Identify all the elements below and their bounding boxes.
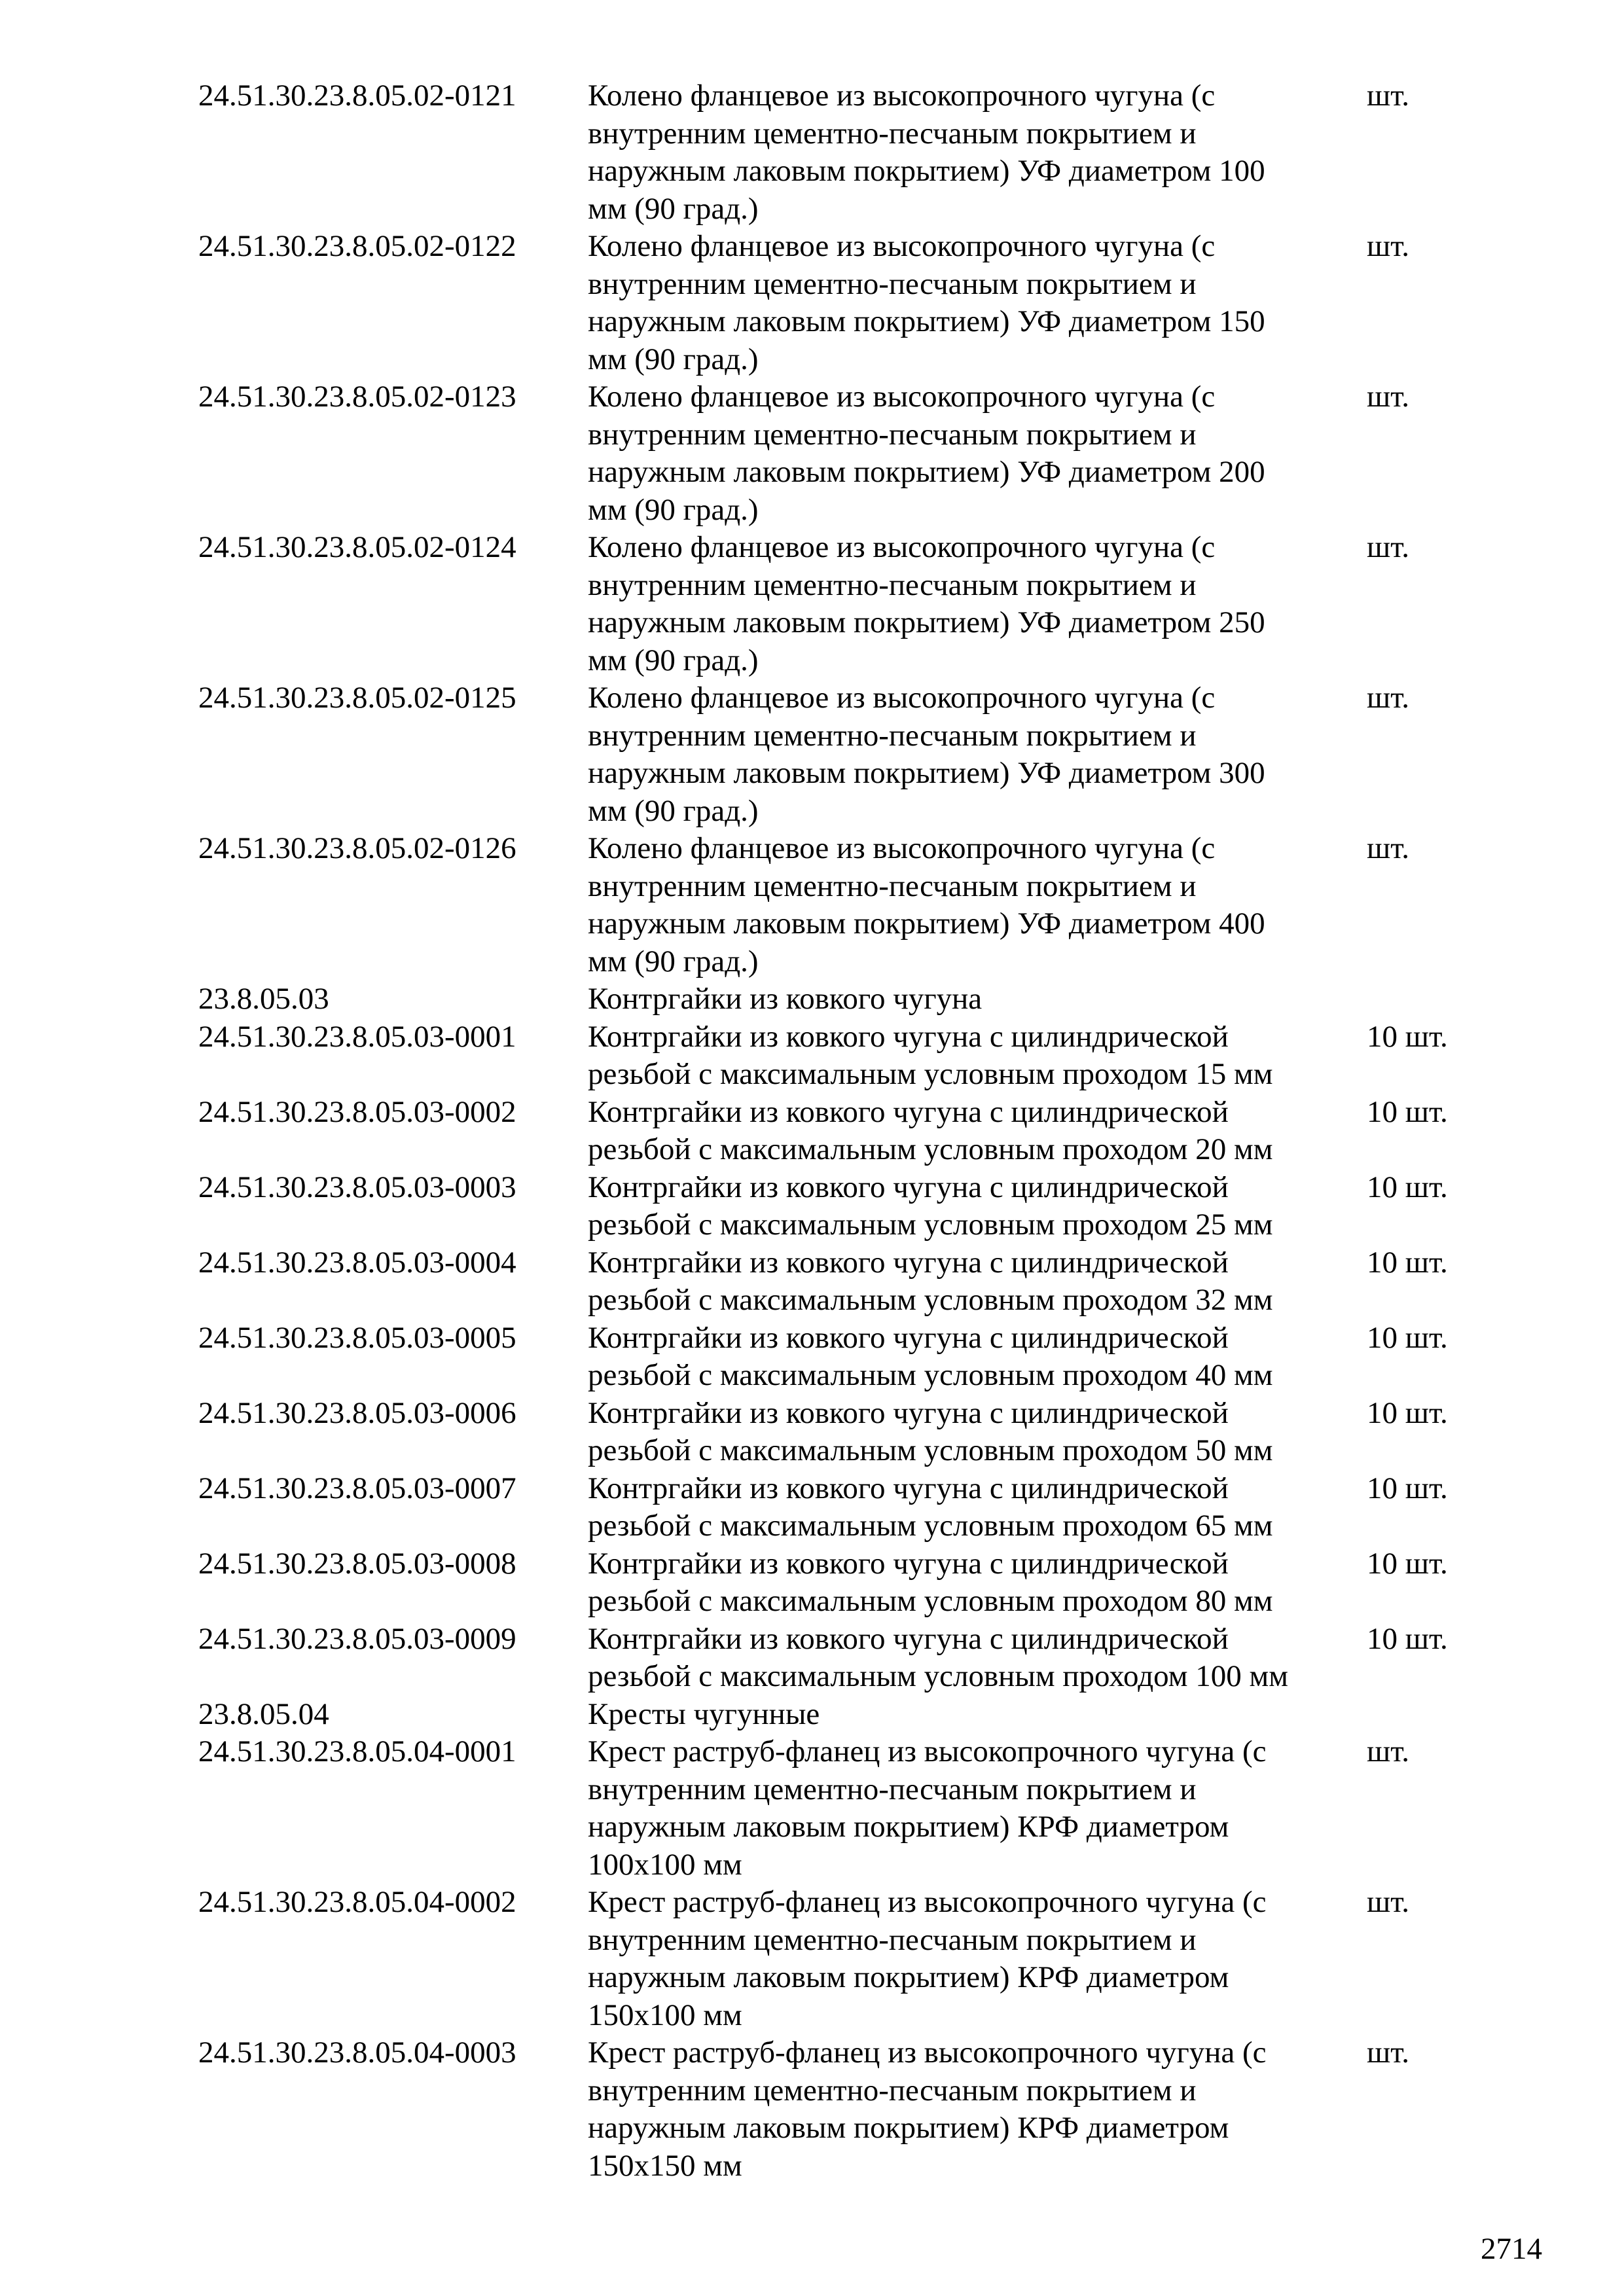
resource-unit: 10 шт. [1367, 1546, 1448, 1581]
resource-name [588, 2034, 1367, 2185]
resource-name-line: Колено фланцевое из высокопрочного чугуна (с [588, 530, 1216, 564]
resource-name-line: Контргайки из ковкого чугуна с цилиндрической [588, 1395, 1229, 1430]
resource-name-line: Контргайки из ковкого чугуна с цилиндрической [588, 1621, 1229, 1656]
resource-unit: 10 шт. [1367, 1094, 1448, 1129]
resource-code: 24.51.30.23.8.05.03-0001 [198, 1019, 516, 1054]
resource-unit: шт. [1367, 530, 1409, 564]
resource-name-line: резьбой с максимальным условным проходом 80 мм [588, 1584, 1273, 1618]
resource-code: 23.8.05.04 [198, 1696, 329, 1731]
resource-code: 24.51.30.23.8.05.03-0009 [198, 1621, 516, 1656]
table-row [198, 228, 1481, 378]
resource-table [198, 77, 1481, 2185]
table-row [198, 980, 1481, 1018]
resource-name-line: мм (90 град.) [588, 492, 759, 527]
resource-name-line: Контргайки из ковкого чугуна с цилиндрической [588, 1245, 1229, 1280]
resource-name [588, 679, 1367, 830]
resource-name-line: внутренним цементно-песчаным покрытием и [588, 718, 1197, 753]
resource-name-line: Кресты чугунные [588, 1696, 820, 1731]
resource-name-line: наружным лаковым покрытием) КРФ диаметром [588, 1810, 1229, 1844]
resource-name-line: 100x100 мм [588, 1847, 742, 1882]
resource-name [588, 1169, 1367, 1244]
resource-name-line: Крест раструб-фланец из высокопрочного чугуна (с [588, 1885, 1267, 1919]
resource-code: 24.51.30.23.8.05.02-0121 [198, 79, 516, 113]
resource-code: 24.51.30.23.8.05.04-0001 [198, 1734, 516, 1768]
table-row [198, 1884, 1481, 2034]
resource-name [588, 1621, 1367, 1696]
resource-name [588, 1733, 1367, 1884]
table-row [198, 1018, 1481, 1094]
resource-name-line: Контргайки из ковкого чугуна с цилиндрической [588, 1546, 1229, 1581]
resource-name [588, 378, 1367, 529]
resource-name-line: Колено фланцевое из высокопрочного чугуна (с [588, 229, 1216, 263]
table-row [198, 378, 1481, 529]
resource-name-line: резьбой с максимальным условным проходом 40 мм [588, 1358, 1273, 1392]
resource-name-line: резьбой с максимальным условным проходом 25 мм [588, 1208, 1273, 1242]
resource-name-line: резьбой с максимальным условным проходом 50 мм [588, 1433, 1273, 1467]
resource-name [588, 228, 1367, 378]
resource-name-line: Колено фланцевое из высокопрочного чугуна (с [588, 79, 1216, 113]
resource-name-line: Контргайки из ковкого чугуна с цилиндрической [588, 1471, 1229, 1505]
resource-name-line: резьбой с максимальным условным проходом 15 мм [588, 1057, 1273, 1091]
resource-code: 24.51.30.23.8.05.03-0006 [198, 1395, 516, 1430]
resource-code: 24.51.30.23.8.05.02-0126 [198, 831, 516, 865]
resource-name [588, 529, 1367, 679]
resource-name-line: мм (90 град.) [588, 793, 759, 828]
resource-unit: 10 шт. [1367, 1471, 1448, 1505]
resource-name-line: мм (90 град.) [588, 342, 759, 376]
resource-unit: шт. [1367, 1885, 1409, 1919]
resource-name-line: 150x100 мм [588, 1998, 742, 2032]
resource-unit: 10 шт. [1367, 1170, 1448, 1204]
resource-name [588, 1545, 1367, 1621]
table-row [198, 1696, 1481, 1734]
table-row [198, 1733, 1481, 1884]
resource-name-line: резьбой с максимальным условным проходом 32 мм [588, 1283, 1273, 1317]
table-row [198, 1621, 1481, 1696]
resource-name-line: мм (90 град.) [588, 191, 759, 226]
table-row [198, 529, 1481, 679]
resource-name-line: Колено фланцевое из высокопрочного чугуна (с [588, 831, 1216, 865]
resource-code: 24.51.30.23.8.05.03-0003 [198, 1170, 516, 1204]
resource-name [588, 1018, 1367, 1094]
table-row [198, 1470, 1481, 1545]
resource-name [588, 1319, 1367, 1395]
resource-name [588, 1395, 1367, 1470]
resource-name-line: наружным лаковым покрытием) УФ диаметром 100 [588, 154, 1265, 188]
resource-name [588, 1244, 1367, 1319]
resource-code: 24.51.30.23.8.05.03-0007 [198, 1471, 516, 1505]
resource-code: 24.51.30.23.8.05.03-0004 [198, 1245, 516, 1280]
resource-name-line: внутренним цементно-песчаным покрытием и [588, 116, 1197, 151]
resource-unit: 10 шт. [1367, 1395, 1448, 1430]
table-row [198, 679, 1481, 830]
resource-unit: шт. [1367, 380, 1409, 414]
resource-name-line: мм (90 град.) [588, 944, 759, 978]
resource-name-line: наружным лаковым покрытием) УФ диаметром 150 [588, 304, 1265, 338]
resource-name-line: Контргайки из ковкого чугуна с цилиндрической [588, 1320, 1229, 1355]
resource-unit: шт. [1367, 681, 1409, 715]
resource-name-line: наружным лаковым покрытием) УФ диаметром 400 [588, 906, 1265, 941]
table-row [198, 1244, 1481, 1319]
resource-name [588, 1094, 1367, 1169]
resource-unit: 10 шт. [1367, 1320, 1448, 1355]
table-row [198, 1094, 1481, 1169]
resource-name-line: наружным лаковым покрытием) КРФ диаметром [588, 2111, 1229, 2145]
table-row [198, 1169, 1481, 1244]
resource-name-line: внутренним цементно-песчаным покрытием и [588, 2073, 1197, 2108]
resource-unit: шт. [1367, 79, 1409, 113]
resource-name-line: внутренним цементно-песчаным покрытием и [588, 869, 1197, 903]
table-row [198, 1319, 1481, 1395]
resource-name-line: Контргайки из ковкого чугуна [588, 982, 983, 1016]
table-row [198, 2034, 1481, 2185]
resource-name [588, 830, 1367, 980]
table-row [198, 1395, 1481, 1470]
resource-name-line: Контргайки из ковкого чугуна с цилиндрической [588, 1019, 1229, 1054]
resource-code: 23.8.05.03 [198, 982, 329, 1016]
resource-name [588, 77, 1367, 228]
resource-code: 24.51.30.23.8.05.04-0002 [198, 1885, 516, 1919]
resource-name-line: резьбой с максимальным условным проходом 20 мм [588, 1132, 1273, 1166]
page-number: 2714 [1481, 2232, 1542, 2266]
resource-code: 24.51.30.23.8.05.03-0005 [198, 1320, 516, 1355]
table-row [198, 1545, 1481, 1621]
resource-name-line: Крест раструб-фланец из высокопрочного чугуна (с [588, 2036, 1267, 2070]
resource-name [588, 1470, 1367, 1545]
resource-name-line: Колено фланцевое из высокопрочного чугуна (с [588, 681, 1216, 715]
resource-name-line: наружным лаковым покрытием) УФ диаметром 200 [588, 455, 1265, 489]
resource-name-line: внутренним цементно-песчаным покрытием и [588, 567, 1197, 602]
resource-code: 24.51.30.23.8.05.02-0125 [198, 681, 516, 715]
resource-code: 24.51.30.23.8.05.02-0123 [198, 380, 516, 414]
resource-unit: шт. [1367, 229, 1409, 263]
resource-name-line: наружным лаковым покрытием) КРФ диаметром [588, 1960, 1229, 1994]
resource-unit: 10 шт. [1367, 1621, 1448, 1656]
resource-unit: 10 шт. [1367, 1245, 1448, 1280]
resource-unit: 10 шт. [1367, 1019, 1448, 1054]
resource-name-line: наружным лаковым покрытием) УФ диаметром 300 [588, 756, 1265, 790]
resource-name-line: резьбой с максимальным условным проходом 65 мм [588, 1509, 1273, 1543]
resource-code: 24.51.30.23.8.05.02-0124 [198, 530, 516, 564]
resource-name-line: внутренним цементно-песчаным покрытием и [588, 1772, 1197, 1806]
resource-name-line: Крест раструб-фланец из высокопрочного чугуна (с [588, 1734, 1267, 1768]
resource-name-line: внутренним цементно-песчаным покрытием и [588, 1922, 1197, 1957]
table-row [198, 830, 1481, 980]
resource-code: 24.51.30.23.8.05.02-0122 [198, 229, 516, 263]
resource-unit: шт. [1367, 2036, 1409, 2070]
resource-code: 24.51.30.23.8.05.03-0008 [198, 1546, 516, 1581]
resource-name [588, 1884, 1367, 2034]
resource-unit: шт. [1367, 831, 1409, 865]
table-row [198, 77, 1481, 228]
resource-name [588, 1696, 1367, 1734]
resource-name-line: резьбой с максимальным условным проходом 100 мм [588, 1659, 1288, 1693]
resource-name-line: Контргайки из ковкого чугуна с цилиндрической [588, 1170, 1229, 1204]
resource-name-line: мм (90 град.) [588, 643, 759, 677]
resource-unit: шт. [1367, 1734, 1409, 1768]
resource-code: 24.51.30.23.8.05.03-0002 [198, 1094, 516, 1129]
resource-name-line: наружным лаковым покрытием) УФ диаметром 250 [588, 605, 1265, 639]
resource-name-line: внутренним цементно-песчаным покрытием и [588, 266, 1197, 301]
resource-name [588, 980, 1367, 1018]
resource-name-line: 150x150 мм [588, 2148, 742, 2183]
resource-code: 24.51.30.23.8.05.04-0003 [198, 2036, 516, 2070]
resource-name-line: Колено фланцевое из высокопрочного чугуна (с [588, 380, 1216, 414]
resource-name-line: Контргайки из ковкого чугуна с цилиндрической [588, 1094, 1229, 1129]
resource-name-line: внутренним цементно-песчаным покрытием и [588, 417, 1197, 452]
